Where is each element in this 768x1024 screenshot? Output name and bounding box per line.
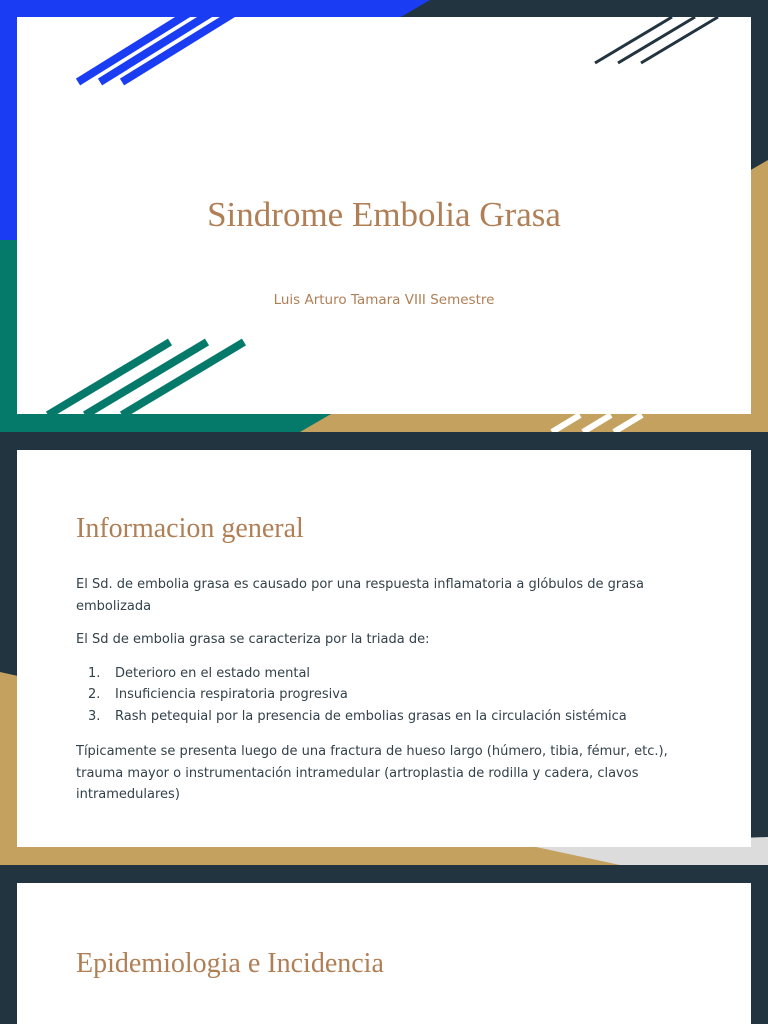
paragraph-definition: El Sd. de embolia grasa es causado por una respuesta inflamatoria a glóbulos de grasa embolizada (76, 577, 644, 614)
slide-epidemiologia (0, 865, 768, 1024)
list-item: 3. Rash petequial por la presencia de embolias grasas en la circulación sistémica (88, 708, 627, 724)
list-item: 2. Insuficiencia respiratoria progresiva (88, 687, 348, 702)
list-item: 1. Deterioro en el estado mental (88, 665, 311, 681)
slide-1-subtitle: Luis Arturo Tamara VIII Semestre (273, 292, 495, 308)
slide-2-body (76, 574, 676, 806)
slide-title (0, 0, 768, 432)
slide-2-title: Informacion general (76, 513, 304, 544)
paragraph-presentation: Típicamente se presenta luego de una fractura de hueso largo (húmero, tibia, fémur, etc.), trauma mayor o instrumentación intramedular (artroplastia de rodilla y cadera, clavos intramedulares) (76, 744, 668, 802)
slide-3-title: Epidemiologia e Incidencia (76, 948, 384, 979)
slide-1-title: Sindrome Embolia Grasa (207, 195, 561, 234)
slide-informacion-general (0, 432, 768, 865)
paragraph-triad-intro: El Sd de embolia grasa se caracteriza por la triada de: (76, 632, 430, 647)
triad-list (76, 663, 676, 728)
